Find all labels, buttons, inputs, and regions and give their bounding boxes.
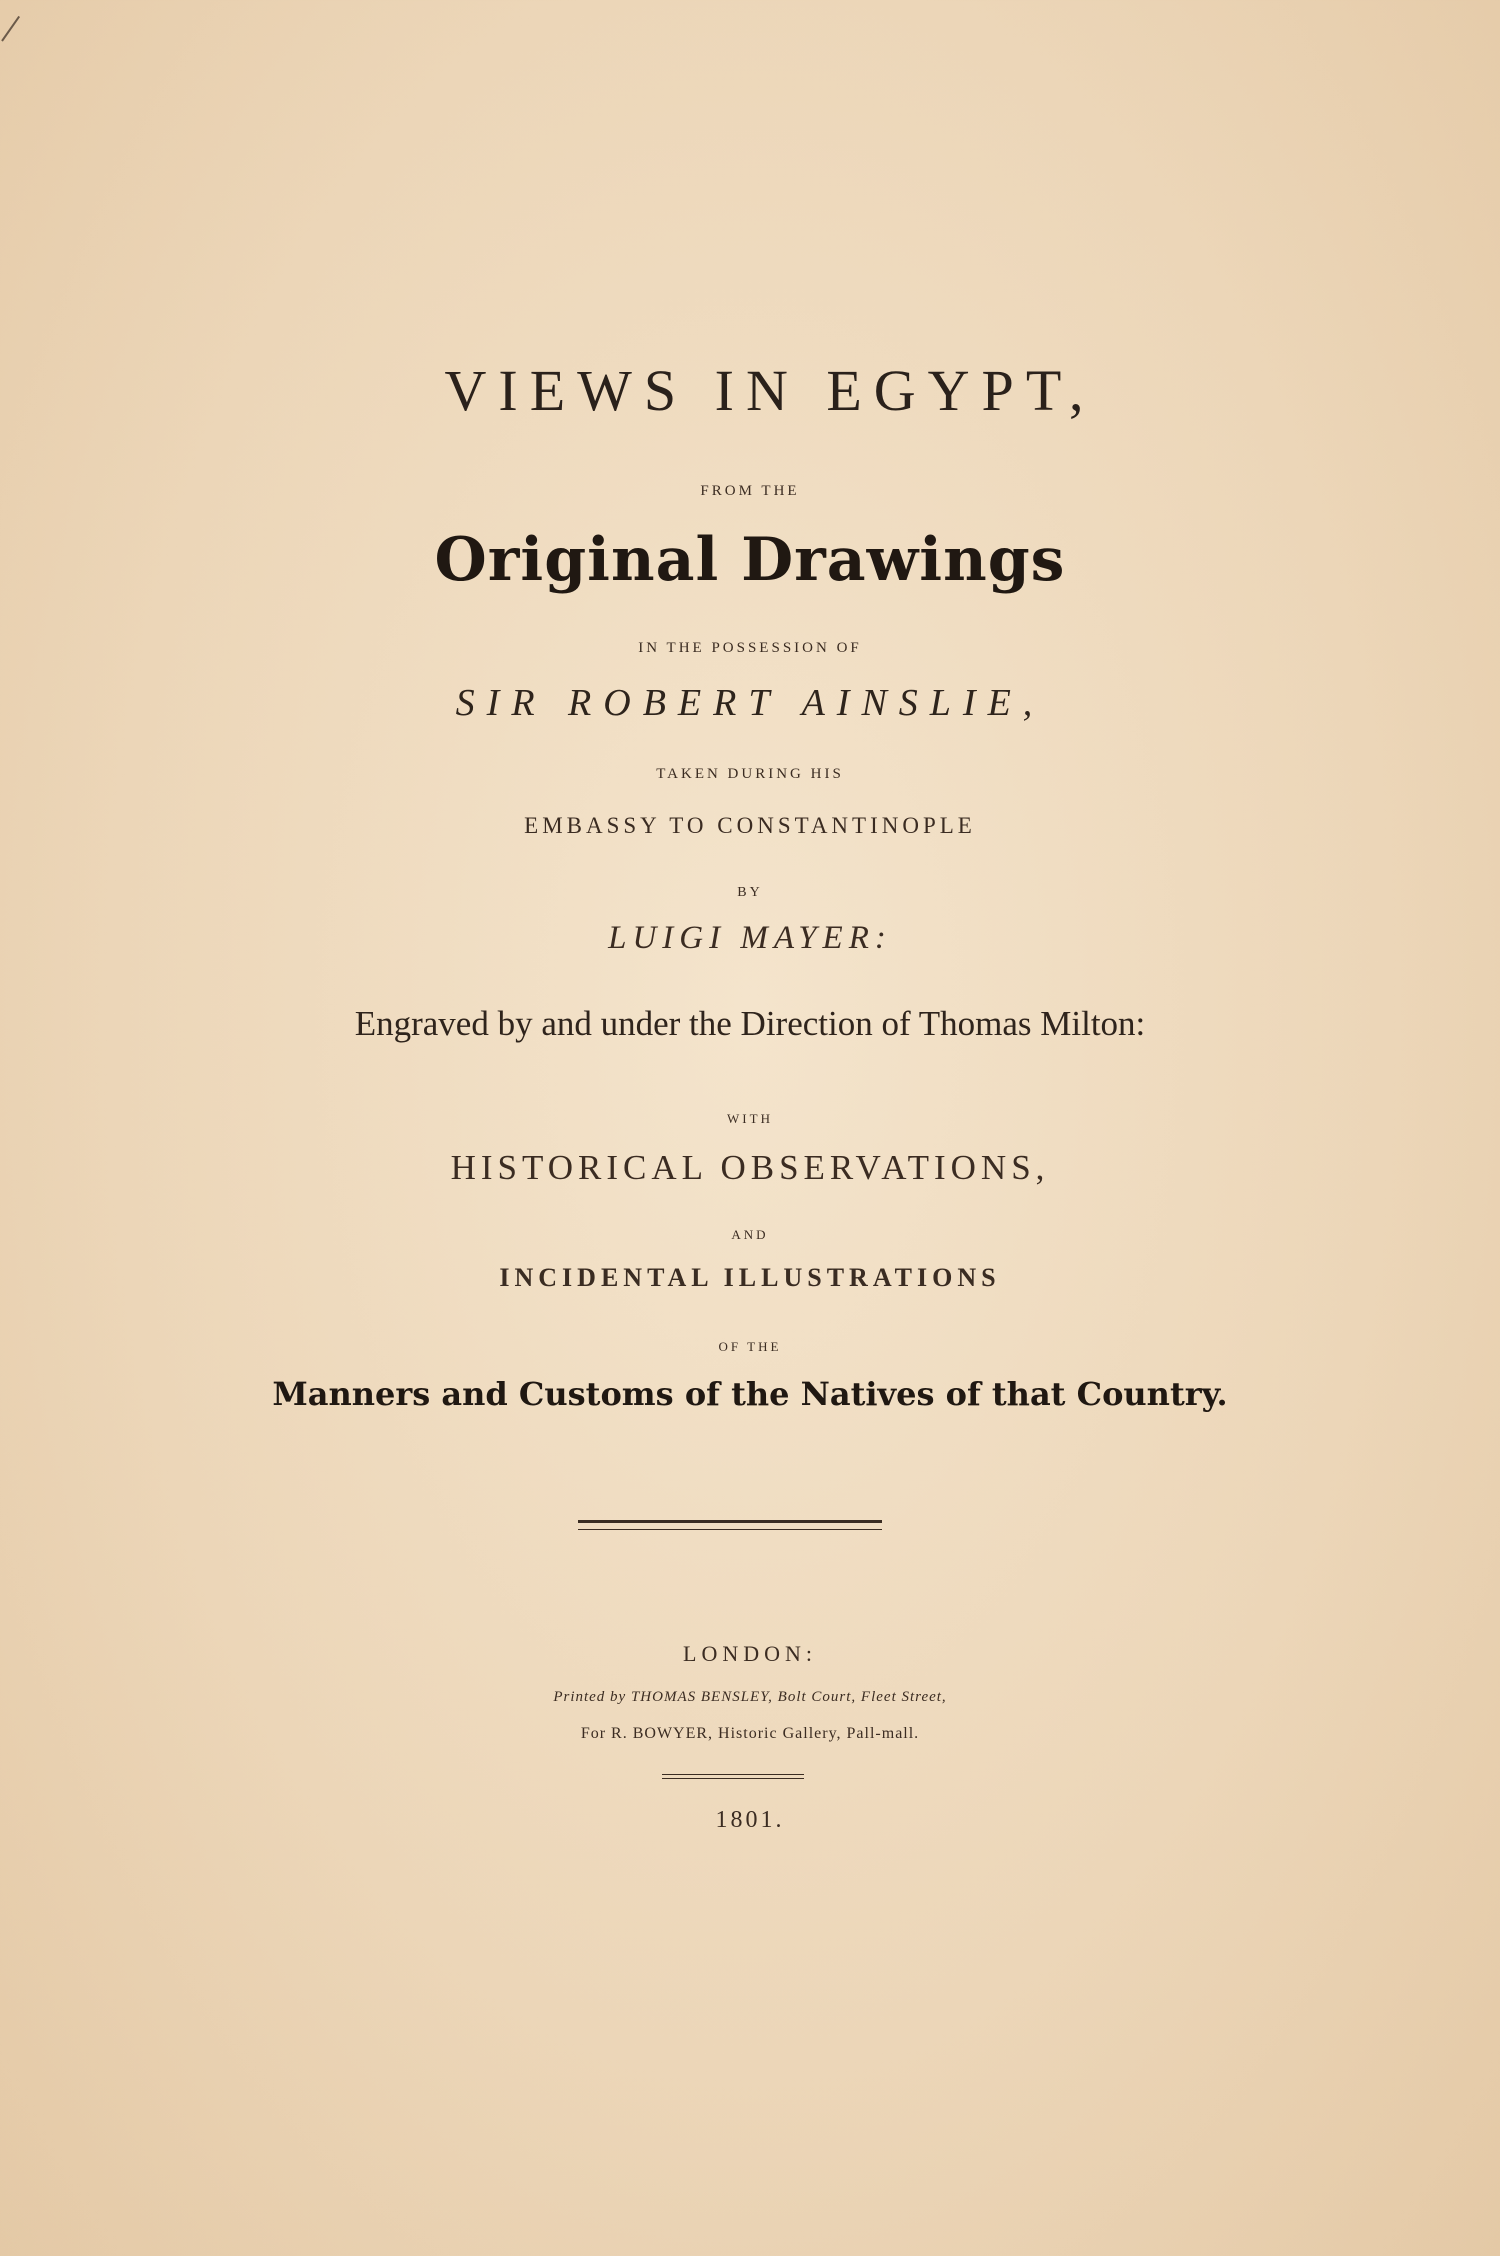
manners-customs-line: Manners and Customs of the Natives of that Country. (272, 1375, 1228, 1413)
by-line: BY (737, 885, 763, 900)
historical-observations: HISTORICAL OBSERVATIONS, (450, 1148, 1050, 1187)
embassy-line: EMBASSY TO CONSTANTINOPLE (524, 813, 976, 838)
of-the-line: OF THE (718, 1339, 782, 1354)
publication-year: 1801. (715, 1807, 785, 1833)
engraved-line: Engraved by and under the Direction of Thomas Milton: (354, 1004, 1146, 1043)
page-mark (1, 16, 20, 42)
possession-line: IN THE POSSESSION OF (638, 640, 862, 656)
imprint-place: LONDON: (683, 1641, 817, 1666)
with-line: WITH (727, 1111, 773, 1126)
short-rule (662, 1774, 804, 1779)
artist-name: LUIGI MAYER: (608, 920, 892, 956)
owner-name: SIR ROBERT AINSLIE, (455, 682, 1045, 724)
taken-during-line: TAKEN DURING HIS (656, 766, 844, 782)
original-drawings-heading: Original Drawings (434, 525, 1066, 595)
printer-line: Printed by THOMAS BENSLEY, Bolt Court, Fleet Street, (553, 1689, 947, 1705)
and-line: AND (731, 1227, 769, 1242)
double-rule (578, 1520, 882, 1530)
book-title: VIEWS IN EGYPT, (444, 358, 1096, 423)
incidental-illustrations: INCIDENTAL ILLUSTRATIONS (499, 1263, 1001, 1292)
from-the-line: FROM THE (700, 483, 800, 499)
publisher-line: For R. BOWYER, Historic Gallery, Pall-mall. (580, 1725, 920, 1742)
